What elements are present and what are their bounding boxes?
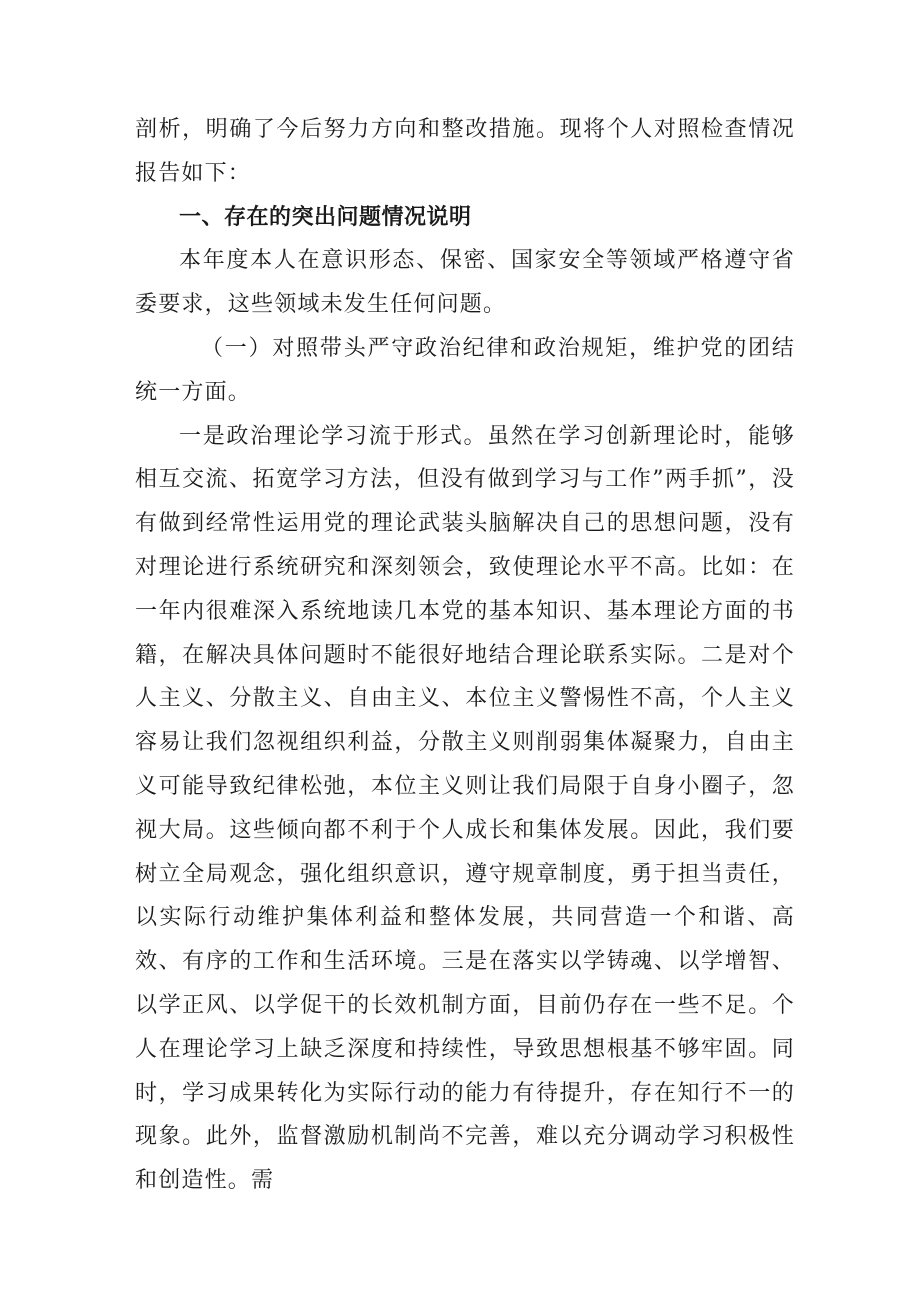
intro-paragraph: 本年度本人在意识形态、保密、国家安全等领域严格遵守省委要求，这些领域未发生任何问题。 — [135, 248, 795, 318]
opening-paragraph: 剖析，明确了今后努力方向和整改措施。现将个人对照检查情况报告如下： — [135, 117, 795, 186]
section-heading: 一、存在的突出问题情况说明 — [179, 204, 472, 230]
body-paragraph: 一是政治理论学习流于形式。虽然在学习创新理论时，能够相互交流、拓宽学习方法，但没有做到学习与工作”两手抓”，没有做到经常性运用党的理论武装头脑解决自己的思想问题，没有对理论进行系统研究和深刻领会，致使理论水平不高。比如：在一年内很难深入系统地读几本党的基本知识、基本理论方面的书籍，在解决具体问题时不能很好地结合理论联系实际。二是对个人主义、分散主义、自由主义、本位主义警惕性不高，个人主义容易让我们忽视组织利益，分散主义则削弱集体凝聚力，自由主义可能导致纪律松弛，本位主义则让我们局限于自身小圈子，忽视大局。这些倾向都不利于个人成长和集体发展。因此，我们要树立全局观念，强化组织意识，遵守规章制度，勇于担当责任，以实际行动维护集体利益和整体发展，共同营造一个和谐、高效、有序的工作和生活环境。三是在落实以学铸魂、以学增智、以学正风、以学促干的长效机制方面，目前仍存在一些不足。个人在理论学习上缺乏深度和持续性，导致思想根基不够牢固。同时，学习成果转化为实际行动的能力有待提升，存在知行不一的现象。此外，监督激励机制尚不完善，难以充分调动学习积极性和创造性。需 — [135, 423, 795, 1194]
document-body — [135, 108, 795, 1203]
subsection-heading: （一）对照带头严守政治纪律和政治规矩，维护党的团结统一方面。 — [135, 335, 795, 405]
